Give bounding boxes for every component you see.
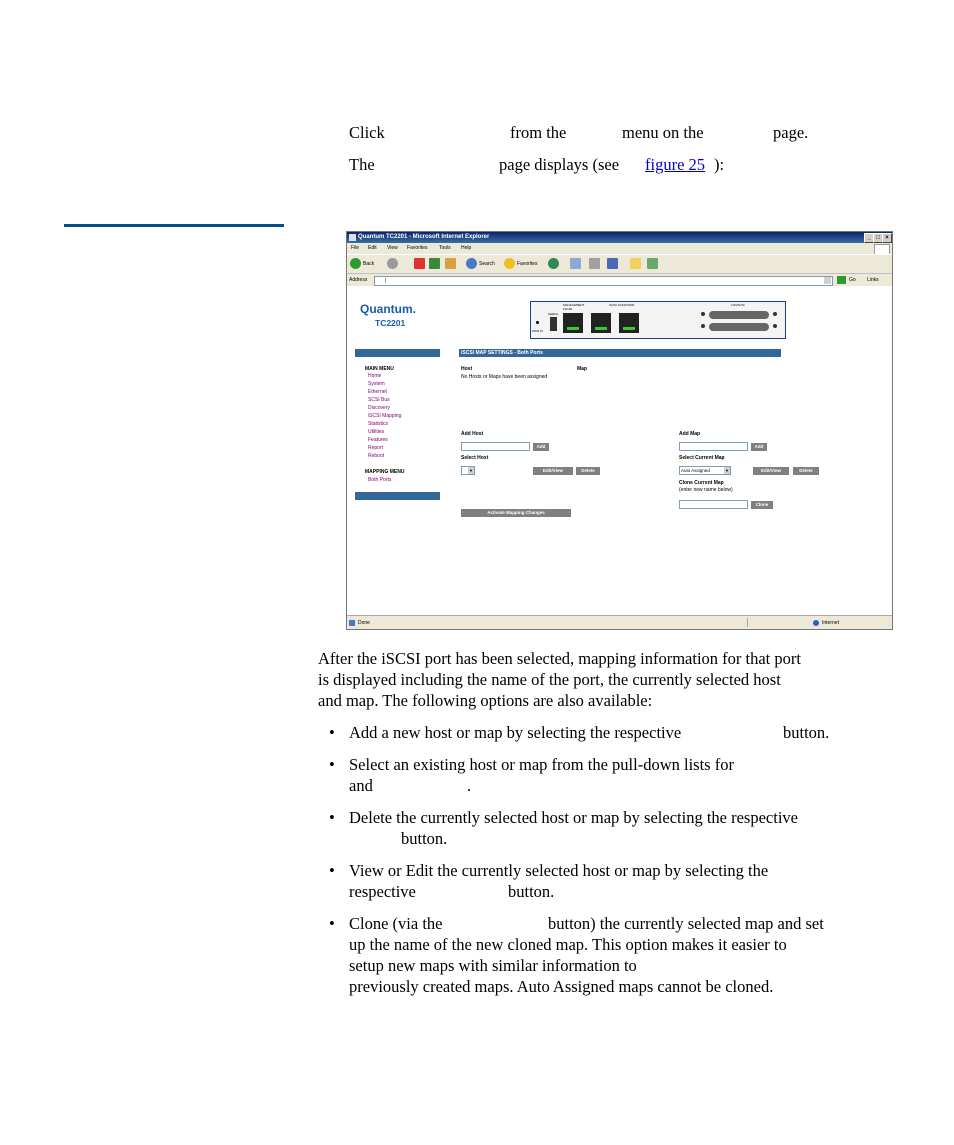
step2-end: ): [714,155,725,174]
bullet-5-line-4: previously created maps. Auto Assigned maps cannot be cloned. [349,977,774,996]
clone-map-label: Clone Current Map [679,480,724,486]
bullet-5-line-3: setup new maps with similar information to [349,956,637,975]
media-icon[interactable] [548,258,559,269]
address-input[interactable] [374,276,833,286]
intro-line-2: is displayed including the name of the port, the currently selected host [318,670,781,689]
bullet-1-text: Add a new host or map by selecting the respective [349,723,682,742]
scsi-connector-2-icon [709,323,769,331]
select-host-label: Select Host [461,455,489,461]
address-bar [347,273,892,286]
bullet-dot: • [329,861,335,880]
window-title: Quantum TC2201 - Microsoft Internet Explorer [358,234,490,240]
screw-icon [701,312,705,316]
add-map-label: Add Map [679,431,701,437]
host-edit-view-button[interactable]: Edit/View [533,467,573,475]
iscsi-port-1-icon [591,313,611,333]
add-host-button[interactable]: Add [533,443,549,451]
map-selected-value: Auto Assigned [681,468,710,473]
search-label[interactable]: Search [479,261,495,267]
pwr-label: PWR IO [532,329,543,333]
web-content [347,286,892,615]
nav-utilities[interactable]: Utilities [368,429,385,435]
empty-message: No Hosts or Maps have been assigned [461,374,548,380]
back-label[interactable]: Back [363,261,375,267]
menu-view[interactable]: View [387,245,398,251]
bullet-3-line-2: button. [401,829,448,848]
address-value: | [385,278,387,284]
home-icon[interactable] [445,258,456,269]
folder-icon[interactable] [630,258,641,269]
bullet-4-line-1: View or Edit the currently selected host or map by selecting the [349,861,769,880]
mail-icon[interactable] [570,258,581,269]
address-dropdown-icon[interactable] [824,277,831,284]
select-current-map-label: Select Current Map [679,455,725,461]
clone-hint: (enter new name below) [679,487,733,493]
favorites-star-icon[interactable] [504,258,515,269]
scsi-label: LVD/SCSI [731,303,745,307]
minimize-icon[interactable]: _ [864,233,874,243]
bullet-dot: • [329,808,335,827]
menu-tools[interactable]: Tools [439,245,451,251]
menu-file[interactable]: File [351,245,360,251]
figure-link[interactable]: figure 25 [645,155,706,174]
add-host-label: Add Host [461,431,484,437]
step2-the: The [349,155,375,174]
stop-icon[interactable] [414,258,425,269]
back-icon[interactable] [350,258,361,269]
add-map-input[interactable] [679,442,748,451]
status-zone: Internet [822,620,839,626]
internet-globe-icon [813,620,819,626]
nav-ethernet[interactable]: Ethernet [368,389,387,395]
intro-line-3: and map. The following options are also available: [318,691,653,710]
menu-favorites[interactable]: Favorites [407,245,428,251]
favorites-label[interactable]: Favorites [517,261,538,267]
nav-features[interactable]: Features [368,437,388,443]
screw-icon [701,324,705,328]
serial-label: SERIAL [548,312,559,316]
nav-reboot[interactable]: Reboot [368,453,385,459]
menu-edit[interactable]: Edit [368,245,377,251]
page-icon [349,620,355,626]
bullet-2-period: . [467,776,472,795]
add-host-input[interactable] [461,442,530,451]
map-settings-header: iSCSI MAP SETTINGS - Both Ports [459,349,781,357]
bullet-dot: • [329,755,335,774]
scsi-connector-1-icon [709,311,769,319]
nav-home[interactable]: Home [368,373,382,379]
nav-iscsi-mapping[interactable]: iSCSI Mapping [368,413,402,419]
bullet-5-line-1-end: button) the currently selected map and set [548,914,824,933]
messenger-icon[interactable] [647,258,658,269]
status-panels [747,618,808,627]
map-delete-button[interactable]: Delete [793,467,819,475]
refresh-icon[interactable] [429,258,440,269]
bullet-4-button: button. [508,882,555,901]
word-edit-icon[interactable] [607,258,618,269]
search-icon[interactable] [466,258,477,269]
nav-report[interactable]: Report [368,445,384,451]
go-arrow-icon[interactable] [837,276,846,284]
maximize-icon[interactable]: □ [873,233,883,243]
select-host-dropdown[interactable] [461,466,475,475]
bullet-dot: • [329,723,335,742]
bullet-5-line-2: up the name of the new cloned map. This option makes it easier to [349,935,787,954]
menu-bar [347,243,892,254]
close-icon[interactable]: × [882,233,892,243]
screw-icon [773,324,777,328]
nav-bottom-bar [355,492,440,500]
step1-page: page. [773,123,809,142]
step1-menu: menu on the [622,123,704,142]
chevron-down-icon: ▼ [469,468,473,473]
host-delete-button[interactable]: Delete [576,467,600,475]
add-map-button[interactable]: Add [751,443,767,451]
map-column-header: Map [577,366,587,372]
intro-line-1: After the iSCSI port has been selected, mapping information for that port [318,649,801,668]
nav-statistics[interactable]: Statistics [368,421,389,427]
step1-from: from the [510,123,567,142]
status-bar [347,615,892,630]
mapping-menu-heading: MAPPING MENU [365,469,405,475]
mgmt-label: MANAGEMENT 10/100 [563,303,585,311]
clone-button[interactable]: Clone [751,501,773,509]
links-label[interactable]: Links [867,277,879,283]
activate-mapping-button[interactable]: Activate Mapping Changes [461,509,571,517]
bullet-5-clone: Clone (via the [349,914,443,933]
host-column-header: Host [461,366,473,372]
menu-help[interactable]: Help [461,245,472,251]
iscsi-label: ISCSI 10/100/1000 [609,303,635,307]
go-button[interactable]: Go [849,277,856,283]
ie-icon [349,234,356,241]
bullet-dot: • [329,914,335,933]
window-titlebar [347,232,892,243]
quantum-logo: Quantum. [360,302,416,316]
bullet-2-line-1: Select an existing host or map from the pull-down lists for [349,755,734,774]
address-label: Address [349,277,368,283]
chevron-down-icon: ▼ [725,468,729,473]
nav-scsi-bus[interactable]: SCSI Bus [368,397,390,403]
bullet-3-line-1: Delete the currently selected host or map by selecting the respective [349,808,798,827]
status-done: Done [358,620,370,626]
ethernet-port-icon [563,313,583,333]
select-map-dropdown[interactable] [679,466,731,475]
figure-rule [64,224,284,227]
forward-icon[interactable] [387,258,398,269]
bullet-4-respective: respective [349,882,416,901]
nav-both-ports[interactable]: Both Ports [368,477,392,483]
serial-port-icon [550,317,557,331]
power-led-icon [536,321,539,324]
clone-name-input[interactable] [679,500,748,509]
main-menu-heading: MAIN MENU [365,366,394,372]
screw-icon [773,312,777,316]
browser-screenshot [346,231,893,630]
nav-top-bar [355,349,440,357]
step1-click: Click [349,123,385,142]
nav-system[interactable]: System [368,381,385,387]
nav-discovery[interactable]: Discovery [368,405,390,411]
bullet-2-and: and [349,776,373,795]
map-edit-view-button[interactable]: Edit/View [753,467,789,475]
bullet-1-end: button. [783,723,830,742]
step2-displays: page displays (see [499,155,620,174]
toolbar [347,254,892,273]
iscsi-port-2-icon [619,313,639,333]
device-panel-image [530,301,786,339]
model-name: TC2201 [375,318,406,328]
print-icon[interactable] [589,258,600,269]
